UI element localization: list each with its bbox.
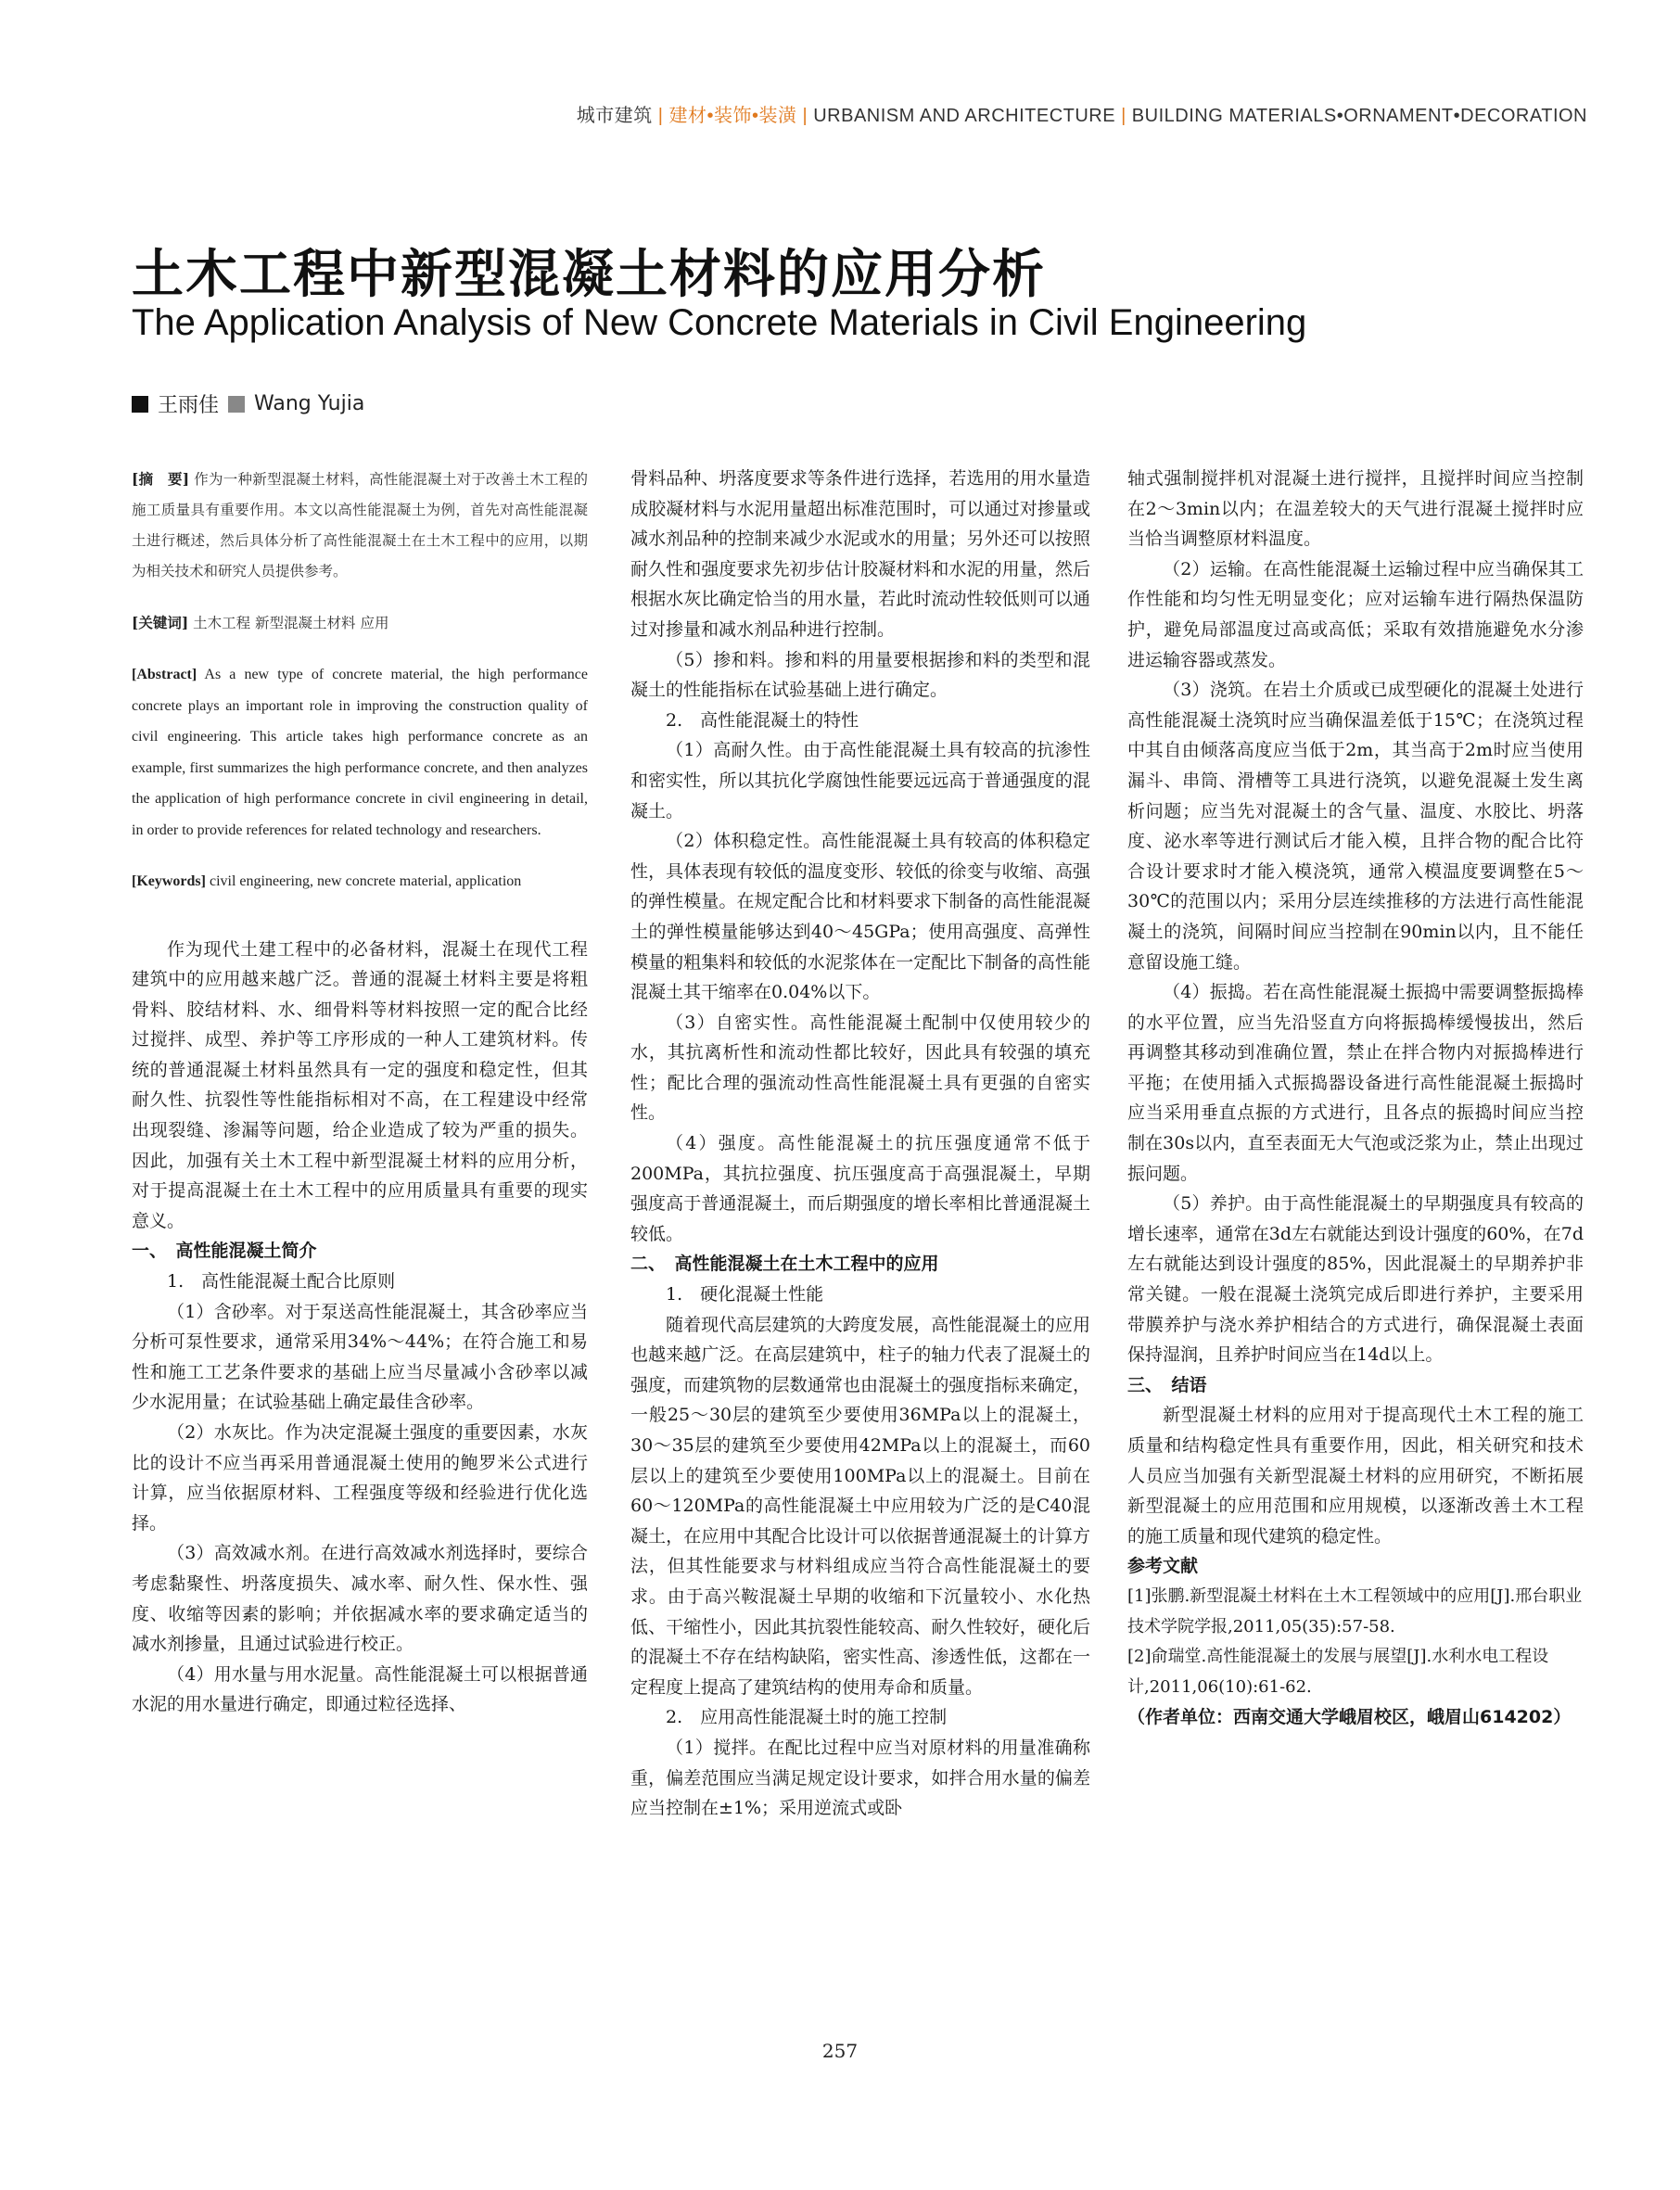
black-square-icon (132, 396, 148, 413)
subsection-heading: 2. 高性能混凝土的特性 (666, 709, 859, 731)
header-separator: | (657, 106, 664, 126)
article-subtitle: The Application Analysis of New Concrete Materials in Civil Engineering (132, 302, 1307, 343)
body-paragraph: （2）运输。在高性能混凝土运输过程中应当确保其工作性能和均匀性无明显变化；应对运输车进行隔热保温防护，避免局部温度过高或高低；采取有效措施避免水分渗进运输容器或蒸发。 (1127, 558, 1584, 670)
body-paragraph: （5）养护。由于高性能混凝土的早期强度具有较高的增长速率，通常在3d左右就能达到设计强度的60%，在7d左右就能达到设计强度的85%，因此混凝土的早期养护非常关键。一般在混凝土浇筑完成后即进行养护，主要采用带膜养护与浇水养护相结合的方式进行，确保混凝土表面保持湿润，且养护时间应当在14d以上。 (1127, 1193, 1584, 1366)
body-paragraph: （4）用水量与用水泥量。高性能混凝土可以根据普通水泥的用水量进行确定，即通过粒径选择、 (132, 1663, 588, 1715)
section-heading: 二、 高性能混凝土在土木工程中的应用 (630, 1254, 939, 1275)
header-separator: | (802, 106, 808, 126)
abstract-cn-text: 作为一种新型混凝土材料，高性能混凝土对于改善土木工程的施工质量具有重要作用。本文以高性能混凝土为例，首先对高性能混凝土进行概述，然后具体分析了高性能混凝土在土木工程中的应用，以期为相关技术和研究人员提供参考。 (132, 471, 588, 579)
body-paragraph: （1）含砂率。对于泵送高性能混凝土，其含砂率应当分析可泵性要求，通常采用34%～44%；在符合施工和易性和施工工艺条件要求的基础上应当尽量减小含砂率以减少水泥用量；在试验基础上确定最佳含砂率。 (132, 1301, 588, 1413)
reference-item: [1]张鹏.新型混凝土材料在土木工程领域中的应用[J].邢台职业技术学院学报,2011,05(35):57-58. (1127, 1585, 1583, 1636)
column-1 (132, 464, 588, 1720)
body-paragraph: 随着现代高层建筑的大跨度发展，高性能混凝土的应用也越来越广泛。在高层建筑中，柱子的轴力代表了混凝土的强度，而建筑物的层数通常也由混凝土的强度指标来确定，一般25～30层的建筑至少要使用36MPa以上的混凝土，30～35层的建筑至少要使用42MPa以上的混凝土，而60层以上的建筑至少要使用100MPa以上的混凝土。目前在60～120MPa的高性能混凝土中应用较为广泛的是C40混凝土，在应用中其配合比设计可以依据普通混凝土的计算方法，但其性能要求与材料组成应当符合高性能混凝土的要求。由于高兴鞍混凝土早期的收缩和下沉量较小、水化热低、干缩性小，因此其抗裂性能较高、耐久性较好，硬化后的混凝土不存在结构缺陷，密实性高、渗透性低，这都在一定程度上提高了建筑结构的使用寿命和质量。 (630, 1314, 1090, 1698)
body-paragraph: （2）体积稳定性。高性能混凝土具有较高的体积稳定性，具体表现有较低的温度变形、较低的徐变与收缩、高强的弹性模量。在规定配合比和材料要求下制备的高性能混凝土的弹性模量能够达到40～45GPa；使用高强度、高弹性模量的粗集料和较低的水泥浆体在一定配比下制备的高性能混凝土其干缩率在0.04%以下。 (630, 831, 1090, 1003)
references-heading: 参考文献 (1127, 1556, 1199, 1577)
keywords-en (132, 866, 588, 898)
body-paragraph: （3）高效减水剂。在进行高效减水剂选择时，要综合考虑黏聚性、坍落度损失、减水率、耐久性、保水性、强度、收缩等因素的影响；并依据减水率的要求确定适当的减水剂掺量，且通过试验进行校正。 (132, 1543, 588, 1655)
header-en1: URBANISM AND ARCHITECTURE (813, 106, 1116, 126)
header-cn: 城市建筑 (576, 106, 653, 126)
section-heading: 一、 高性能混凝土简介 (132, 1241, 317, 1262)
reference-item: [2]俞瑞堂.高性能混凝土的发展与展望[J].水利水电工程设计,2011,06(10):61-62. (1127, 1647, 1549, 1697)
column-2 (630, 464, 1090, 1824)
body-paragraph: （1）搅拌。在配比过程中应当对原材料的用量准确称重，偏差范围应当满足规定设计要求，如拌合用水量的偏差应当控制在±1%；采用逆流式或卧 (630, 1737, 1090, 1819)
body-paragraph: （3）自密实性。高性能混凝土配制中仅使用较少的水，其抗离析性和流动性都比较好，因此具有较强的填充性；配比合理的强流动性高性能混凝土具有更强的自密实性。 (630, 1012, 1090, 1124)
body-paragraph: 轴式强制搅拌机对混凝土进行搅拌，且搅拌时间应当控制在2～3min以内；在温差较大的天气进行混凝土搅拌时应当恰当调整原材料温度。 (1127, 468, 1584, 550)
subsection-heading: 1. 高性能混凝土配合比原则 (167, 1271, 396, 1292)
body-paragraph: 骨料品种、坍落度要求等条件进行选择，若选用的用水量造成胶凝材料与水泥用量超出标准范围时，可以通过对掺量或减水剂品种的控制来减少水泥或水的用量；另外还可以按照耐久性和强度要求先初步估计胶凝材料和水泥的用量，然后根据水灰比确定恰当的用水量，若此时流动性较低则可以通过对掺量和减水剂品种进行控制。 (630, 468, 1090, 640)
body-paragraph: （1）高耐久性。由于高性能混凝土具有较高的抗渗性和密实性，所以其抗化学腐蚀性能要远远高于普通强度的混凝土。 (630, 740, 1090, 821)
article-title: 土木工程中新型混凝土材料的应用分析 (132, 245, 1046, 305)
subsection-heading: 1. 硬化混凝土性能 (666, 1284, 824, 1305)
page-number: 257 (821, 2040, 859, 2062)
section-heading: 三、 结语 (1127, 1374, 1207, 1395)
grey-square-icon (228, 396, 245, 413)
subsection-heading: 2. 应用高性能混凝土时的施工控制 (666, 1707, 948, 1728)
body-paragraph: （4）振捣。若在高性能混凝土振捣中需要调整振捣棒的水平位置，应当先沿竖直方向将振捣棒缓慢拔出，然后再调整其移动到准确位置，禁止在拌合物内对振捣棒进行平拖；在使用插入式振捣器设备进行高性能混凝土振捣时应当采用垂直点振的方式进行，且各点的振捣时间应当控制在30s以内，直至表面无大气泡或泛浆为止，禁止出现过振问题。 (1127, 982, 1584, 1184)
abstract-cn (132, 464, 588, 587)
keywords-cn (132, 607, 588, 639)
body-paragraph: （2）水灰比。作为决定混凝土强度的重要因素，水灰比的设计不应当再采用普通混凝土使用的鲍罗米公式进行计算，应当依据原材料、工程强度等级和经验进行优化选择。 (132, 1422, 588, 1534)
header-separator: | (1121, 106, 1126, 126)
running-header (577, 100, 1587, 127)
intro-paragraph: 作为现代土建工程中的必备材料，混凝土在现代工程建筑中的应用越来越广泛。普通的混凝土材料主要是将粗骨料、胶结材料、水、细骨料等材料按照一定的配合比经过搅拌、成型、养护等工序形成的一种人工建筑材料。传统的普通混凝土材料虽然具有一定的强度和稳定性，但其耐久性、抗裂性等性能指标相对不高，在工程建设中经常出现裂缝、渗漏等问题，给企业造成了较为严重的损失。因此，加强有关土木工程中新型混凝土材料的应用分析，对于提高混凝土在土木工程中的应用质量具有重要的现实意义。 (132, 938, 588, 1231)
body-paragraph: （5）掺和料。掺和料的用量要根据掺和料的类型和混凝土的性能指标在试验基础上进行确定。 (630, 649, 1090, 701)
author-cn: 王雨佳 (158, 394, 220, 417)
author-affiliation: （作者单位：西南交通大学峨眉校区，峨眉山614202） (1127, 1707, 1572, 1728)
body-paragraph: （4）强度。高性能混凝土的抗压强度通常不低于200MPa，其抗拉强度、抗压强度高于高强混凝土，早期强度高于普通混凝土，而后期强度的增长率相比普通混凝土较低。 (630, 1133, 1090, 1244)
conclusion-paragraph: 新型混凝土材料的应用对于提高现代土木工程的施工质量和结构稳定性具有重要作用，因此，相关研究和技术人员应当加强有关新型混凝土材料的应用研究，不断拓展新型混凝土的应用范围和应用规模，以逐渐改善土木工程的施工质量和现代建筑的稳定性。 (1127, 1405, 1584, 1547)
column-3 (1127, 464, 1584, 1733)
header-en2: BUILDING MATERIALS•ORNAMENT•DECORATION (1131, 106, 1587, 126)
keywords-cn-text: 土木工程 新型混凝土材料 应用 (193, 615, 389, 631)
keywords-cn-label: [关键词] (132, 614, 189, 631)
abstract-en (132, 659, 588, 846)
author-en: Wang Yujia (254, 392, 365, 415)
abstract-en-label: [Abstract] (132, 667, 197, 682)
header-accent: 建材•装饰•装潢 (668, 106, 797, 126)
keywords-en-text: civil engineering, new concrete material, application (209, 873, 522, 889)
abstract-en-text: As a new type of concrete material, the high performance concrete plays an important role in improving the construction quality of civil engineering. This article takes high performance concrete as an example, first summarizes the high performance concrete, and then analyzes the application of high performance concrete in civil engineering in detail, in order to provide references for related technology and researchers. (132, 667, 588, 838)
abstract-cn-label: [摘 要] (132, 470, 190, 488)
body-paragraph: （3）浇筑。在岩土介质或已成型硬化的混凝土处进行高性能混凝土浇筑时应当确保温差低于15℃；在浇筑过程中其自由倾落高度应当低于2m，其当高于2m时应当使用漏斗、串筒、滑槽等工具进行浇筑，以避免混凝土发生离析问题；应当先对混凝土的含气量、温度、水胶比、坍落度、泌水率等进行测试后才能入模，且拌合物的配合比符合设计要求时才能入模浇筑，通常入模温度要调整在5～30℃的范围以内；采用分层连续推移的方法进行高性能混凝土的浇筑，间隔时间应当控制在90min以内，且不能任意留设施工缝。 (1127, 680, 1584, 973)
keywords-en-label: [Keywords] (132, 873, 206, 889)
author-line (132, 389, 364, 418)
